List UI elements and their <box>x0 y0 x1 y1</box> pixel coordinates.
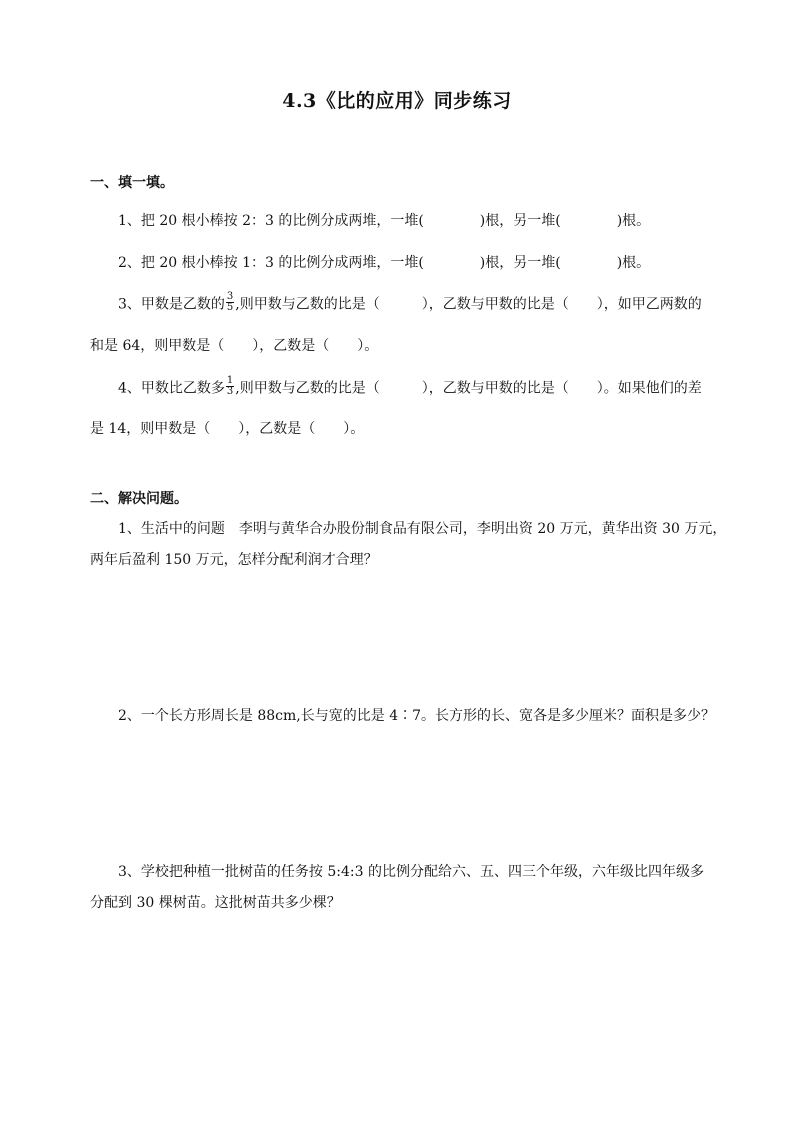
question-1-3-line2: 和是 64，则甲数是（ ），乙数是（ ）。 <box>90 338 379 354</box>
question-1-4-line2: 是 14，则甲数是（ ），乙数是（ ）。 <box>90 421 365 437</box>
fraction-denominator: 3 <box>226 386 234 397</box>
problem-2-2-line1: 2、一个长方形周长是 88cm,长与宽的比是 4∶7。长方形的长、宽各是多少厘米？面积是多少？ <box>118 708 716 724</box>
question-1-2: 2、把 20 根小棒按 1：3 的比例分成两堆，一堆( )根，另一堆( )根。 <box>118 255 651 271</box>
problem-2-1-line1: 1、生活中的问题 李明与黄华合办股份制食品有限公司，李明出资 20 万元，黄华出资 30 万元， <box>118 521 727 537</box>
problem-2-1-line2: 两年后盈利 150 万元，怎样分配利润才合理？ <box>90 552 378 568</box>
question-1-3 <box>118 291 702 315</box>
question-1-4 <box>118 375 702 399</box>
fraction-numerator: 3 <box>226 291 234 302</box>
problem-2-3-line1: 3、学校把种植一批树苗的任务按 5:4:3 的比例分配给六、五、四三个年级，六年级比四年级多 <box>118 864 704 880</box>
question-1-1: 1、把 20 根小棒按 2：3 的比例分成两堆，一堆( )根，另一堆( )根。 <box>118 213 651 229</box>
problem-2-3-line2: 分配到 30 棵树苗。这批树苗共多少棵？ <box>90 895 341 911</box>
fraction-three-fifths <box>226 292 234 313</box>
section-heading-problems: 二、解决问题。 <box>90 491 188 507</box>
section-heading-fill-in: 一、填一填。 <box>90 175 174 191</box>
question-1-3-prefix: 3、甲数是乙数的 <box>118 296 225 313</box>
question-1-3-suffix: ,则甲数与乙数的比是（ ），乙数与甲数的比是（ ），如甲乙两数的 <box>235 296 702 313</box>
question-1-4-suffix: ,则甲数与乙数的比是（ ），乙数与甲数的比是（ ）。如果他们的差 <box>235 380 702 397</box>
fraction-denominator: 5 <box>226 302 234 313</box>
question-1-4-prefix: 4、甲数比乙数多 <box>118 380 225 397</box>
fraction-numerator: 1 <box>226 375 234 386</box>
page-title: 4.3《比的应用》同步练习 <box>282 90 512 112</box>
fraction-one-third <box>226 376 234 397</box>
